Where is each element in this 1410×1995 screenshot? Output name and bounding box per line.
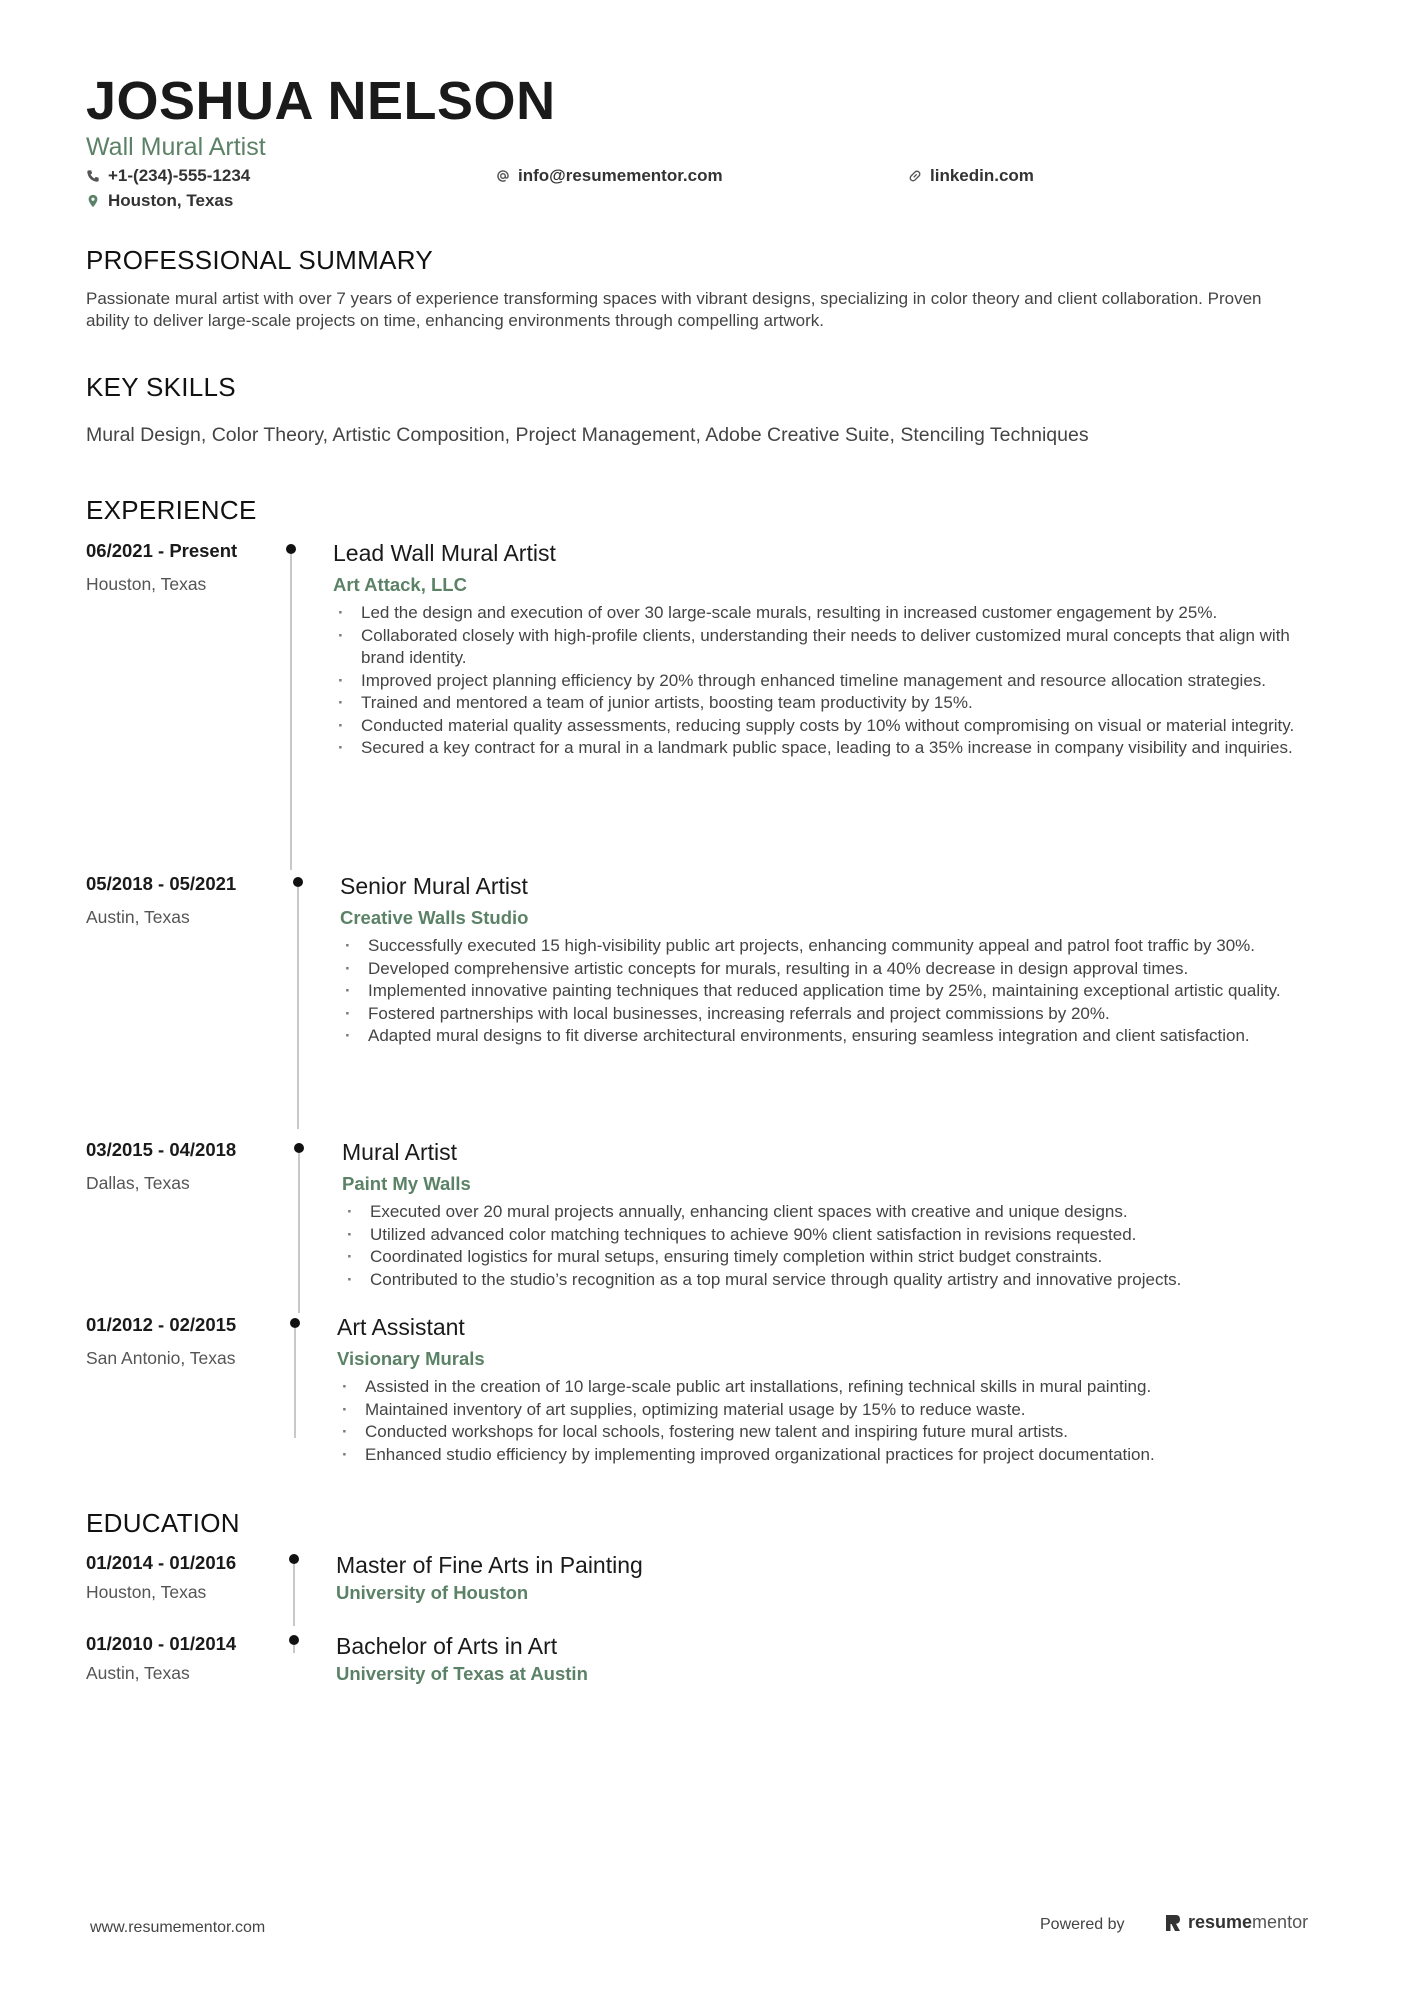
education-degree: Bachelor of Arts in Art xyxy=(336,1633,558,1659)
contact-phone xyxy=(86,166,250,186)
list-item: · Improved project planning efficiency by 20% through enhanced timeline management and resource allocation strategies. xyxy=(333,670,1313,693)
email-text[interactable]: info@resumementor.com xyxy=(518,166,723,185)
experience-date: 03/2015 - 04/2018 xyxy=(86,1139,237,1160)
location-pin-icon xyxy=(86,194,100,208)
experience-bullets xyxy=(333,602,1313,760)
list-item: · Contributed to the studio’s recognition as a top mural service through quality artistry and innovative projects. xyxy=(342,1269,1322,1292)
experience-heading: EXPERIENCE xyxy=(86,495,257,525)
experience-role: Mural Artist xyxy=(342,1139,458,1165)
education-date: 01/2010 - 01/2014 xyxy=(86,1633,237,1654)
footer-website-link[interactable]: www.resumementor.com xyxy=(90,1919,266,1936)
linkedin-text[interactable]: linkedin.com xyxy=(930,166,1034,185)
timeline-dot xyxy=(293,877,303,887)
location-text: Houston, Texas xyxy=(108,191,234,210)
timeline-dot xyxy=(290,1318,300,1328)
skills-text: Mural Design, Color Theory, Artistic Composition, Project Management, Adobe Creative Suite, Stenciling Techniques xyxy=(86,424,1089,446)
summary-text: Passionate mural artist with over 7 years of experience transforming spaces with vibrant designs, specializing in color theory and client collaboration. Proven ability to deliver large-scale projects on time, enhancing environments through compelling artwork. xyxy=(86,289,1262,330)
timeline-line xyxy=(293,1564,295,1626)
brand-name-bold: resume xyxy=(1188,1912,1253,1932)
timeline-dot xyxy=(294,1143,304,1153)
job-title: Wall Mural Artist xyxy=(86,133,266,161)
education-degree: Master of Fine Arts in Painting xyxy=(336,1552,643,1578)
list-item: · Conducted material quality assessments, reducing supply costs by 10% without compromising on visual or material integrity. xyxy=(333,715,1313,738)
phone-icon xyxy=(86,169,100,183)
experience-date: 01/2012 - 02/2015 xyxy=(86,1314,237,1335)
summary-heading: PROFESSIONAL SUMMARY xyxy=(86,245,433,275)
powered-by-label: Powered by xyxy=(1040,1916,1125,1933)
experience-date: 05/2018 - 05/2021 xyxy=(86,873,237,894)
timeline-line xyxy=(290,554,292,870)
list-item: · Fostered partnerships with local businesses, increasing referrals and project commissions by 20%. xyxy=(340,1003,1320,1026)
brand-name-light: mentor xyxy=(1252,1912,1309,1932)
timeline-line xyxy=(294,1328,296,1438)
link-icon xyxy=(908,169,922,183)
experience-company: Art Attack, LLC xyxy=(333,574,467,595)
experience-role: Lead Wall Mural Artist xyxy=(333,540,556,566)
skills-heading: KEY SKILLS xyxy=(86,372,236,402)
education-school: University of Houston xyxy=(336,1582,529,1603)
timeline-dot xyxy=(289,1635,299,1645)
phone-text: +1-(234)-555-1234 xyxy=(108,166,251,185)
brand-logo[interactable] xyxy=(1164,1912,1308,1933)
experience-location: San Antonio, Texas xyxy=(86,1348,236,1368)
timeline-dot xyxy=(286,544,296,554)
education-location: Houston, Texas xyxy=(86,1582,207,1602)
list-item: · Secured a key contract for a mural in a landmark public space, leading to a 35% increase in company visibility and inquiries. xyxy=(333,737,1313,760)
experience-location: Austin, Texas xyxy=(86,907,190,927)
experience-company: Visionary Murals xyxy=(337,1348,485,1369)
timeline-line xyxy=(297,887,299,1129)
list-item: · Utilized advanced color matching techniques to achieve 90% client satisfaction in revisions requested. xyxy=(342,1224,1322,1247)
experience-bullets xyxy=(340,935,1320,1048)
experience-company: Creative Walls Studio xyxy=(340,907,529,928)
list-item: · Developed comprehensive artistic concepts for murals, resulting in a 40% decrease in design approval times. xyxy=(340,958,1320,981)
experience-company: Paint My Walls xyxy=(342,1173,471,1194)
list-item: · Adapted mural designs to fit diverse architectural environments, ensuring seamless integration and client satisfaction. xyxy=(340,1025,1320,1048)
experience-location: Dallas, Texas xyxy=(86,1173,190,1193)
list-item: · Implemented innovative painting techniques that reduced application time by 25%, maintaining exceptional artistic quality. xyxy=(340,980,1320,1003)
at-icon xyxy=(496,169,510,183)
education-location: Austin, Texas xyxy=(86,1663,190,1683)
experience-role: Senior Mural Artist xyxy=(340,873,528,899)
experience-bullets xyxy=(342,1201,1322,1291)
list-item: · Collaborated closely with high-profile clients, understanding their needs to deliver customized mural concepts that align with brand identity. xyxy=(333,625,1313,670)
contact-linkedin[interactable] xyxy=(908,166,1034,186)
experience-bullets xyxy=(337,1376,1317,1466)
resumementor-logo-icon xyxy=(1164,1913,1182,1933)
education-heading: EDUCATION xyxy=(86,1508,240,1538)
list-item: · Assisted in the creation of 10 large-scale public art installations, refining technical skills in mural painting. xyxy=(337,1376,1317,1399)
list-item: · Coordinated logistics for mural setups, ensuring timely completion within strict budget constraints. xyxy=(342,1246,1322,1269)
timeline-line xyxy=(293,1645,295,1653)
experience-role: Art Assistant xyxy=(337,1314,465,1340)
experience-date: 06/2021 - Present xyxy=(86,540,238,561)
list-item: · Executed over 20 mural projects annually, enhancing client spaces with creative and unique designs. xyxy=(342,1201,1322,1224)
contact-location xyxy=(86,191,233,211)
education-school: University of Texas at Austin xyxy=(336,1663,588,1684)
timeline-dot xyxy=(289,1554,299,1564)
contact-email[interactable] xyxy=(496,166,723,186)
list-item: · Maintained inventory of art supplies, optimizing material usage by 15% to reduce waste. xyxy=(337,1399,1317,1422)
education-date: 01/2014 - 01/2016 xyxy=(86,1552,237,1573)
list-item: · Successfully executed 15 high-visibility public art projects, enhancing community appeal and patrol foot traffic by 30%. xyxy=(340,935,1320,958)
list-item: · Conducted workshops for local schools, fostering new talent and inspiring future mural artists. xyxy=(337,1421,1317,1444)
timeline-line xyxy=(298,1153,300,1313)
experience-location: Houston, Texas xyxy=(86,574,207,594)
candidate-name: JOSHUA NELSON xyxy=(86,71,556,131)
list-item: · Led the design and execution of over 30 large-scale murals, resulting in increased customer engagement by 25%. xyxy=(333,602,1313,625)
list-item: · Enhanced studio efficiency by implementing improved organizational practices for project documentation. xyxy=(337,1444,1317,1467)
list-item: · Trained and mentored a team of junior artists, boosting team productivity by 15%. xyxy=(333,692,1313,715)
